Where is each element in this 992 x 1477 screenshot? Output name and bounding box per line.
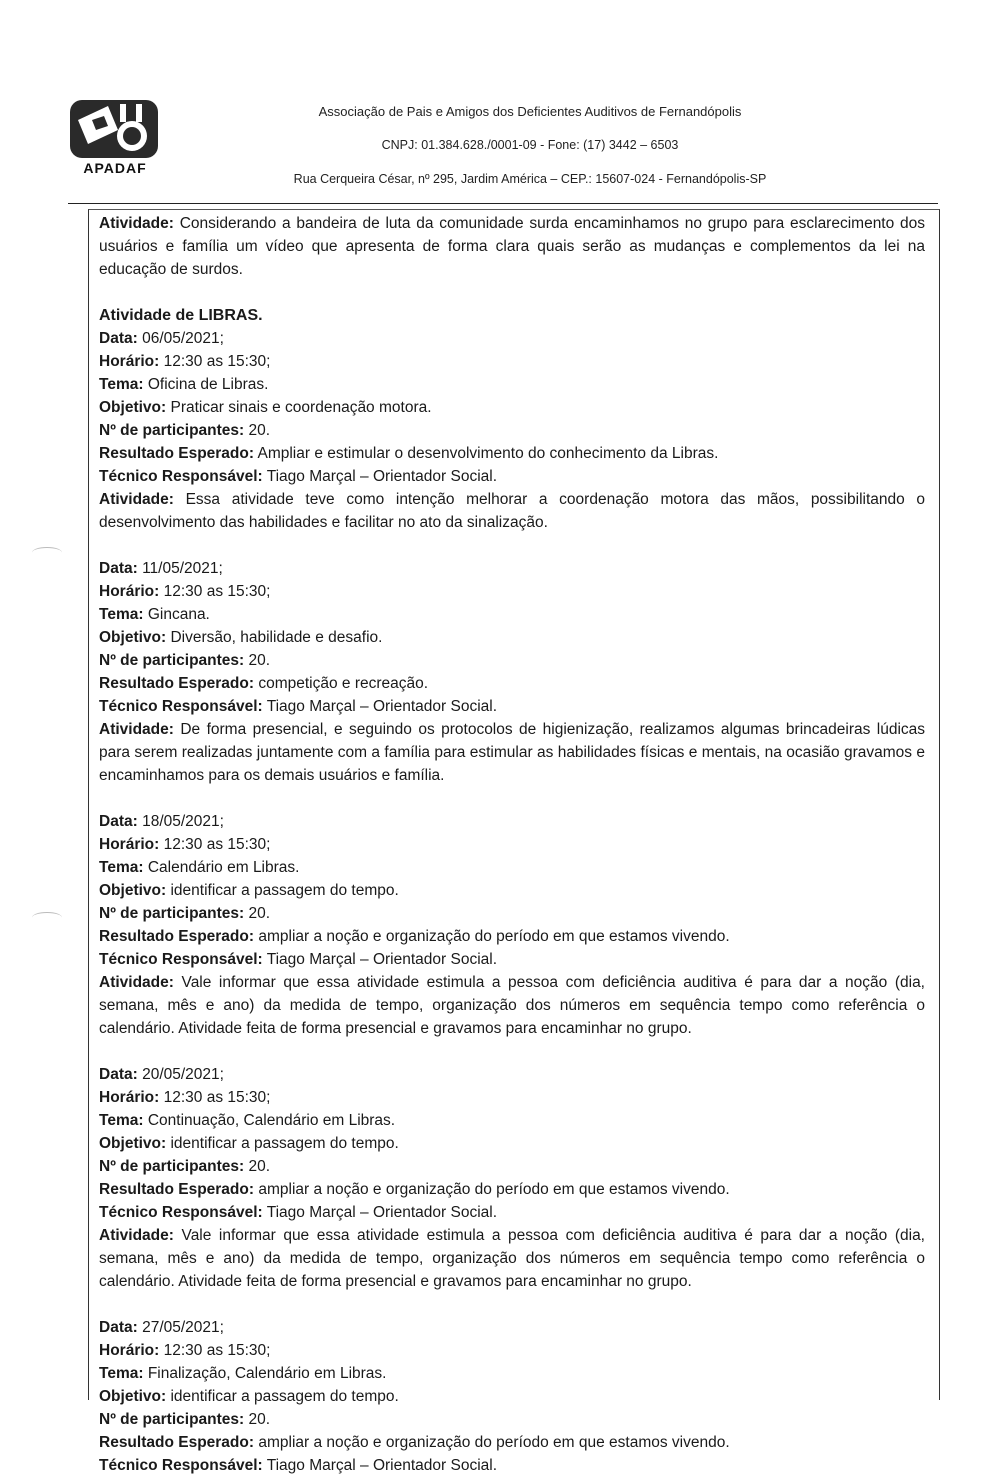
participants-value: 20. (248, 422, 271, 439)
field-label: Nº de participantes: (99, 652, 245, 669)
date-value: 20/05/2021; (142, 1066, 224, 1083)
field-label: Data: (99, 1319, 138, 1336)
organization-address: Rua Cerqueira César, nº 295, Jardim América – CEP.: 15607-024 - Fernandópolis-SP (293, 172, 767, 186)
activity-entry (99, 1316, 925, 1477)
theme-value: Gincana. (147, 606, 210, 623)
field-label: Atividade: (99, 974, 174, 991)
activity-entry (99, 327, 925, 534)
date-value: 27/05/2021; (142, 1319, 224, 1336)
field-label: Nº de participantes: (99, 422, 245, 439)
time-value: 12:30 as 15:30; (163, 1342, 271, 1359)
objective-value: identificar a passagem do tempo. (170, 882, 399, 899)
activity-entry (99, 1063, 925, 1293)
result-value: ampliar a noção e organização do período em que estamos vivendo. (258, 1181, 730, 1198)
field-label: Objetivo: (99, 882, 167, 899)
field-label: Nº de participantes: (99, 905, 245, 922)
field-label: Horário: (99, 1342, 160, 1359)
objective-value: Praticar sinais e coordenação motora. (170, 399, 432, 416)
objective-value: identificar a passagem do tempo. (170, 1388, 399, 1405)
logo-emblem (68, 98, 162, 162)
field-label: Objetivo: (99, 1135, 167, 1152)
field-label: Horário: (99, 583, 160, 600)
result-value: ampliar a noção e organização do período em que estamos vivendo. (258, 928, 730, 945)
field-label: Resultado Esperado: (99, 1434, 255, 1451)
field-label: Data: (99, 330, 138, 347)
activity-value: Vale informar que essa atividade estimula a pessoa com deficiência auditiva é para dar a noção (dia, semana, mês e ano) da medida de tempo, organização dos números em sequência tempo como referência o calendário. Atividade feita de forma presencial e gravamos para encaminhar no grupo. (99, 974, 925, 1037)
field-label: Técnico Responsável: (99, 951, 263, 968)
activity-value: De forma presencial, e seguindo os protocolos de higienização, realizamos algumas brincadeiras lúdicas para serem realizadas juntamente com a família para estimular as habilidades físicas e mentais, na ocasião gravamos e encaminhamos para os demais usuários e família. (99, 721, 926, 784)
time-value: 12:30 as 15:30; (163, 353, 271, 370)
field-label: Tema: (99, 376, 144, 393)
report-box (88, 209, 940, 1474)
activity-entry (99, 810, 925, 1040)
field-label: Horário: (99, 836, 160, 853)
objective-value: identificar a passagem do tempo. (170, 1135, 399, 1152)
time-value: 12:30 as 15:30; (163, 1089, 271, 1106)
theme-value: Finalização, Calendário em Libras. (147, 1365, 387, 1382)
time-value: 12:30 as 15:30; (163, 583, 271, 600)
header-divider (68, 203, 938, 204)
theme-value: Oficina de Libras. (147, 376, 269, 393)
field-label: Objetivo: (99, 399, 167, 416)
theme-value: Calendário em Libras. (147, 859, 300, 876)
field-label: Objetivo: (99, 1388, 167, 1405)
field-label: Resultado Esperado: (99, 675, 255, 692)
activity-value: Vale informar que essa atividade estimula a pessoa com deficiência auditiva é para dar a noção (dia, semana, mês e ano) da medida de tempo, organização dos números em sequência tempo como referência o calendário. Atividade feita de forma presencial e gravamos para encaminhar no grupo. (99, 1227, 925, 1290)
participants-value: 20. (248, 652, 271, 669)
organization-cnpj-phone: CNPJ: 01.384.628./0001-09 - Fone: (17) 3442 – 6503 (381, 138, 679, 152)
field-label: Atividade: (99, 215, 174, 232)
field-label: Tema: (99, 1365, 144, 1382)
technician-value: Tiago Marçal – Orientador Social. (266, 951, 498, 968)
scan-mark (32, 912, 62, 923)
field-label: Data: (99, 1066, 138, 1083)
participants-value: 20. (248, 905, 271, 922)
technician-value: Tiago Marçal – Orientador Social. (266, 1457, 498, 1474)
field-label: Tema: (99, 1112, 144, 1129)
result-value: Ampliar e estimular o desenvolvimento do conhecimento da Libras. (257, 445, 719, 462)
field-label: Técnico Responsável: (99, 1457, 263, 1474)
result-value: competição e recreação. (258, 675, 429, 692)
technician-value: Tiago Marçal – Orientador Social. (266, 698, 498, 715)
result-value: ampliar a noção e organização do período em que estamos vivendo. (258, 1434, 730, 1451)
participants-value: 20. (248, 1411, 271, 1428)
logo-text: APADAF (83, 160, 147, 176)
technician-value: Tiago Marçal – Orientador Social. (266, 468, 498, 485)
field-label: Data: (99, 560, 138, 577)
field-value: Considerando a bandeira de luta da comunidade surda encaminhamos no grupo para esclarecimento dos usuários e família um vídeo que apresenta de forma clara quais serão as mudanças e complementos da lei na educação de surdos. (99, 215, 925, 278)
theme-value: Continuação, Calendário em Libras. (147, 1112, 396, 1129)
field-label: Tema: (99, 606, 144, 623)
participants-value: 20. (248, 1158, 271, 1175)
time-value: 12:30 as 15:30; (163, 836, 271, 853)
date-value: 06/05/2021; (142, 330, 224, 347)
field-label: Técnico Responsável: (99, 1204, 263, 1221)
section-title: Atividade de LIBRAS. (99, 307, 263, 324)
field-label: Técnico Responsável: (99, 468, 263, 485)
report-content (99, 212, 925, 1477)
scan-mark (32, 547, 62, 558)
field-label: Atividade: (99, 491, 174, 508)
field-label: Nº de participantes: (99, 1411, 245, 1428)
field-label: Nº de participantes: (99, 1158, 245, 1175)
technician-value: Tiago Marçal – Orientador Social. (266, 1204, 498, 1221)
date-value: 18/05/2021; (142, 813, 224, 830)
date-value: 11/05/2021; (142, 560, 223, 577)
activity-value: Essa atividade teve como intenção melhorar a coordenação motora das mãos, possibilitando o desenvolvimento das habilidades e facilitar no ato da sinalização. (99, 491, 926, 531)
field-label: Objetivo: (99, 629, 167, 646)
field-label: Data: (99, 813, 138, 830)
field-label: Horário: (99, 1089, 160, 1106)
field-label: Atividade: (99, 1227, 174, 1244)
field-label: Resultado Esperado: (99, 445, 255, 462)
field-label: Resultado Esperado: (99, 928, 255, 945)
activity-entry (99, 557, 925, 787)
field-label: Resultado Esperado: (99, 1181, 255, 1198)
field-label: Técnico Responsável: (99, 698, 263, 715)
field-label: Horário: (99, 353, 160, 370)
objective-value: Diversão, habilidade e desafio. (170, 629, 383, 646)
apadaf-logo (68, 98, 162, 180)
organization-name: Associação de Pais e Amigos dos Deficientes Auditivos de Fernandópolis (318, 104, 742, 119)
field-label: Tema: (99, 859, 144, 876)
field-label: Atividade: (99, 721, 174, 738)
intro-atividade (99, 212, 925, 281)
